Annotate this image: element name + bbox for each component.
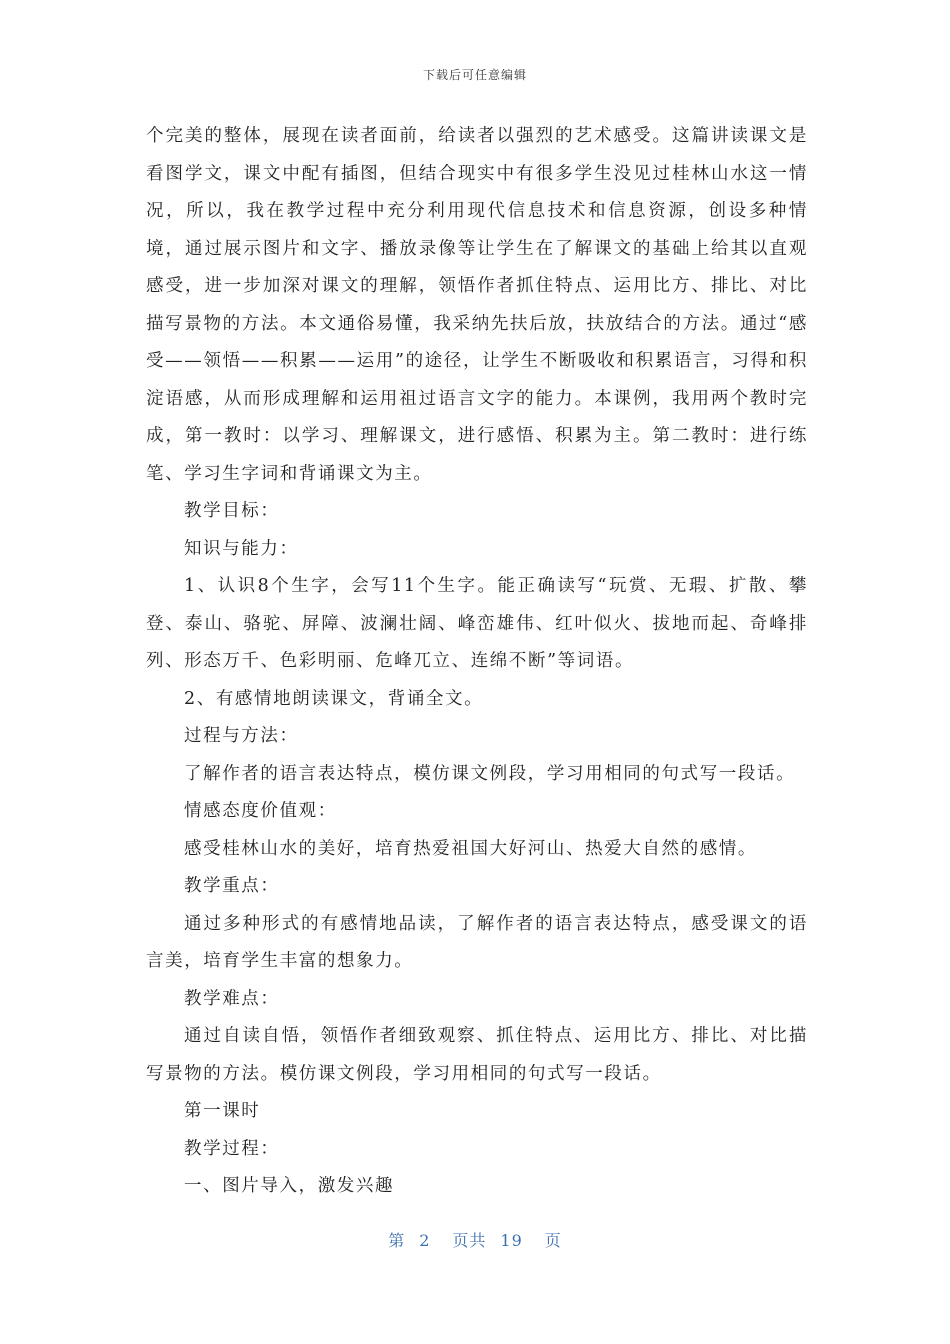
emotion-values-text: 感受桂林山水的美好，培育热爱祖国大好河山、热爱大自然的感情。 <box>184 838 757 859</box>
step-1-heading: 一、图片导入，激发兴趣 <box>184 1176 395 1196</box>
download-note: 下载后可任意编辑 <box>422 68 527 82</box>
heading-teaching-process: 教学过程： <box>184 1138 280 1159</box>
heading-process-method: 过程与方法： <box>184 726 299 746</box>
total-pages-number: 19 <box>500 1231 523 1250</box>
heading-teaching-goals: 教学目标： <box>184 501 280 521</box>
footer-prefix: 第 <box>388 1231 406 1250</box>
footer-suffix: 页 <box>544 1231 562 1250</box>
heading-first-lesson: 第一课时 <box>184 1101 261 1121</box>
key-points-text: 通过多种形式的有感情地品读，了解作者的语言表达特点，感受课文的语言美，培育学生丰富的想象力。 <box>146 913 808 971</box>
goal-item-1: 1、认识8个生字，会写11个生字。能正确读写“玩赏、无瑕、扩散、攀登、泰山、骆驼、屏障、波澜壮阔、峰峦雄伟、红叶似火、拔地而起、奇峰排列、形态万千、色彩明丽、危峰兀立、连绵不断”等词语。 <box>146 576 808 671</box>
heading-knowledge-ability: 知识与能力： <box>184 538 299 559</box>
page-footer <box>0 1228 950 1251</box>
goal-item-2: 2、有感情地朗读课文，背诵全文。 <box>184 688 484 709</box>
heading-emotion-values: 情感态度价值观： <box>184 801 337 821</box>
current-page-number: 2 <box>419 1231 431 1250</box>
difficulties-text: 通过自读自悟，领悟作者细致观察、抓住特点、运用比方、排比、对比描写景物的方法。模仿课文例段，学习用相同的句式写一段话。 <box>146 1026 808 1084</box>
process-method-text: 了解作者的语言表达特点，模仿课文例段，学习用相同的句式写一段话。 <box>184 763 796 784</box>
heading-key-points: 教学重点： <box>184 876 280 896</box>
document-body <box>146 118 808 1206</box>
footer-mid: 页共 <box>452 1231 487 1250</box>
paragraph-intro: 个完美的整体，展现在读者面前，给读者以强烈的艺术感受。这篇讲读课文是看图学文，课文中配有插图，但结合现实中有很多学生没见过桂林山水这一情况，所以，我在教学过程中充分利用现代信息技术和信息资源，创设多种情境，通过展示图片和文字、播放录像等让学生在了解课文的基础上给其以直观感受，进一步加深对课文的理解，领悟作者抓住特点、运用比方、排比、对比描写景物的方法。本文通俗易懂，我采纳先扶后放，扶放结合的方法。通过“感受——领悟——积累——运用”的途径，让学生不断吸收和积累语言，习得和积淀语感，从而形成理解和运用祖过语言文字的能力。本课例，我用两个教时完成，第一教时：以学习、理解课文，进行感悟、积累为主。第二教时：进行练笔、学习生字词和背诵课文为主。 <box>146 126 808 484</box>
heading-difficulties: 教学难点： <box>184 988 280 1009</box>
